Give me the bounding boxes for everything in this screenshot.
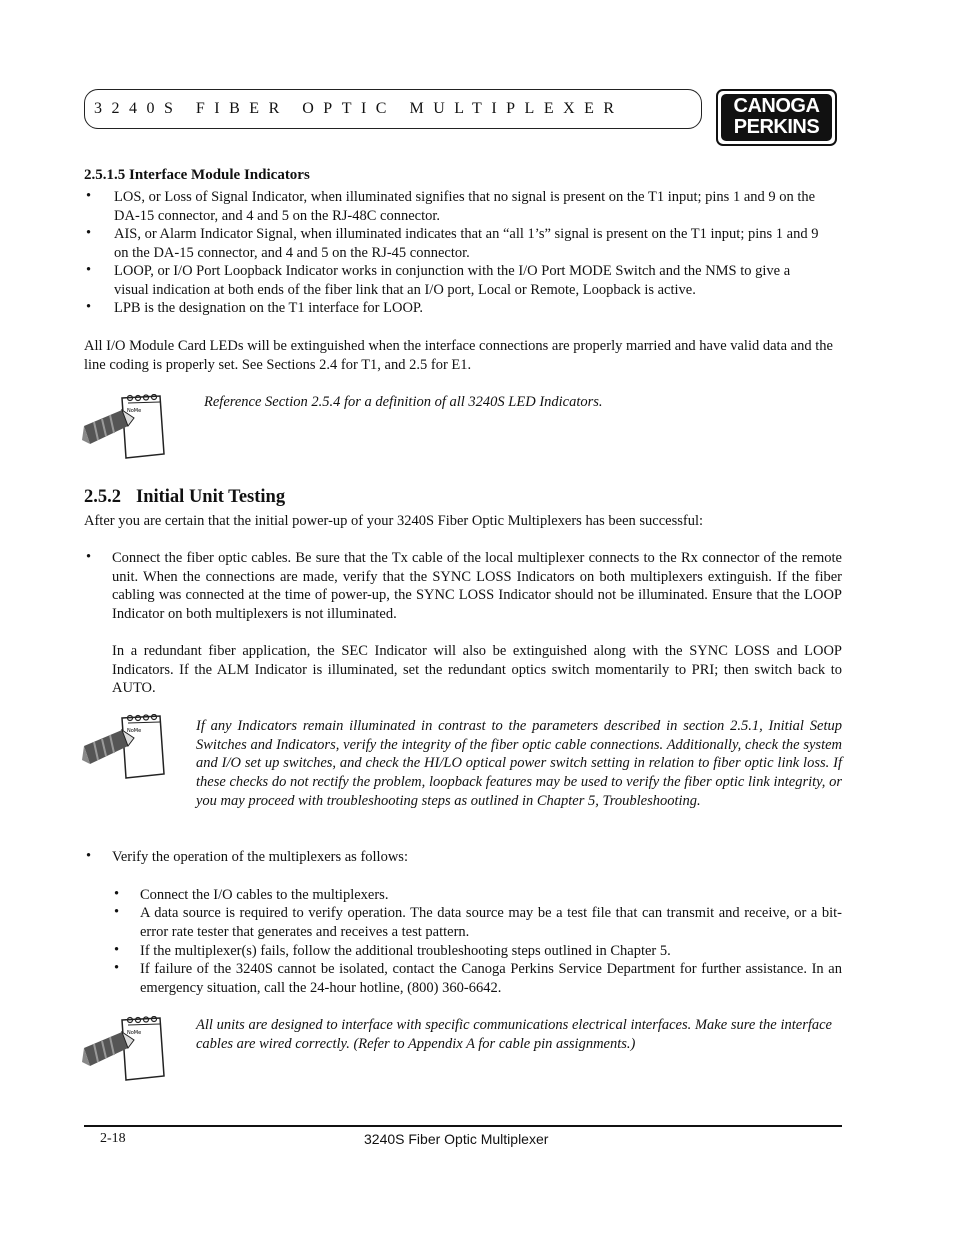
svg-text:NoMe: NoMe [127,728,142,734]
bullet-marker: • [86,188,92,204]
header-title: 3240S FIBER OPTIC MULTIPLEXER [94,100,624,117]
canoga-perkins-logo: CANOGA PERKINS [733,95,820,138]
bullet-marker: • [114,960,120,976]
bullet-loop: LOOP, or I/O Port Loopback Indicator works in conjunction with the I/O Port MODE Switch and the NMS to give a visual indication at both ends of the fiber link that an I/O port, Local or Remote, Loopback is active. [114,263,791,298]
bullet-marker: • [114,942,120,958]
notepad-pencil-icon [82,714,166,780]
page-number: 2-18 [100,1131,126,1146]
bullet-marker: • [114,904,120,920]
section-heading-2-5-2 [84,487,285,508]
note-led-reference: Reference Section 2.5.4 for a definition of all 3240S LED Indicators. [204,394,603,410]
footer-title: 3240S Fiber Optic Multiplexer [364,1131,549,1147]
bullet-marker: • [86,549,92,565]
bullet-marker: • [86,262,92,278]
bullet-marker: • [86,225,92,241]
section-number: 2.5.2 [84,487,121,507]
section-heading-2-5-1-5: 2.5.1.5 Interface Module Indicators [84,167,310,183]
bullet-marker: • [86,848,92,864]
sub-bullet-data-source: A data source is required to verify operation. The data source may be a test file that can transmit and receive, or a bit-error rate tester that generates and receives a test pattern. [140,905,842,940]
bullet-marker: • [114,886,120,902]
note-interface-cables: All units are designed to interface with specific communications electrical interfaces. Make sure the interface cables are wired correctly. (Refer to Appendix A for cable pin assignments.) [196,1017,832,1052]
notepad-pencil-icon [82,1016,166,1082]
sub-bullet-connect-io: Connect the I/O cables to the multiplexers. [140,887,389,903]
intro-paragraph: After you are certain that the initial power-up of your 3240S Fiber Optic Multiplexers has been successful: [84,513,704,529]
section-title: Initial Unit Testing [136,487,286,507]
bullet-lpb: LPB is the designation on the T1 interface for LOOP. [114,300,424,316]
footer-rule [84,1125,842,1127]
redundant-fiber-paragraph: In a redundant fiber application, the SEC Indicator will also be extinguished along with the SYNC LOSS and LOOP Indicators. If the ALM Indicator is illuminated, set the redundant optics switch momentarily to PRI; then switch back to AUTO. [112,643,842,697]
sub-bullet-contact-service: If failure of the 3240S cannot be isolated, contact the Canoga Perkins Service Department for further assistance. In an emergency situation, call the 24-hour hotline, (800) 360-6642. [140,961,842,996]
notepad-pencil-icon [82,394,166,460]
bullet-marker: • [86,299,92,315]
sub-bullet-mux-fails: If the multiplexer(s) fails, follow the additional troubleshooting steps outlined in Chapter 5. [140,943,671,959]
svg-text:NoMe: NoMe [127,408,142,414]
paragraph-leds: All I/O Module Card LEDs will be extinguished when the interface connections are properly married and have valid data and the line coding is properly set. See Sections 2.4 for T1, and 2.5 for E1. [84,338,833,373]
bullet-ais: AIS, or Alarm Indicator Signal, when illuminated indicates that an “all 1’s” signal is present on the T1 input; pins 1 and 9 on the DA-15 connector, and 4 and 5 on the RJ-45 connector. [114,226,819,261]
bullet-verify-operation: Verify the operation of the multiplexers as follows: [112,849,408,865]
bullet-connect-fiber: Connect the fiber optic cables. Be sure that the Tx cable of the local multiplexer connects to the Rx connector of the remote unit. When the connections are made, verify that the SYNC LOSS Indicators on both multiplexers extinguish. If the fiber cabling was connected at the time of power-up, the SYNC LOSS Indicator should not be illuminated. Ensure that the LOOP Indicator on both multiplexers is not illuminated. [112,550,842,623]
svg-text:NoMe: NoMe [127,1030,142,1036]
bullet-los: LOS, or Loss of Signal Indicator, when illuminated signifies that no signal is present on the T1 input; pins 1 and 9 on the DA-15 connector, and 4 and 5 on the RJ-48C connector. [114,189,816,224]
note-indicators-remain: If any Indicators remain illuminated in contrast to the parameters described in section 2.5.1, Initial Setup Switches and Indicators, verify the integrity of the fiber optic cable connections. Additionally, check the system and I/O set up switches, and check the HI/LO optical power switch setting in relation to fiber optic link loss. If these checks do not rectify the problem, loopback features may be used to verify the fiber optic link integrity, or you may proceed with troubleshooting steps as outlined in Chapter 5, Troubleshooting. [196,718,842,809]
